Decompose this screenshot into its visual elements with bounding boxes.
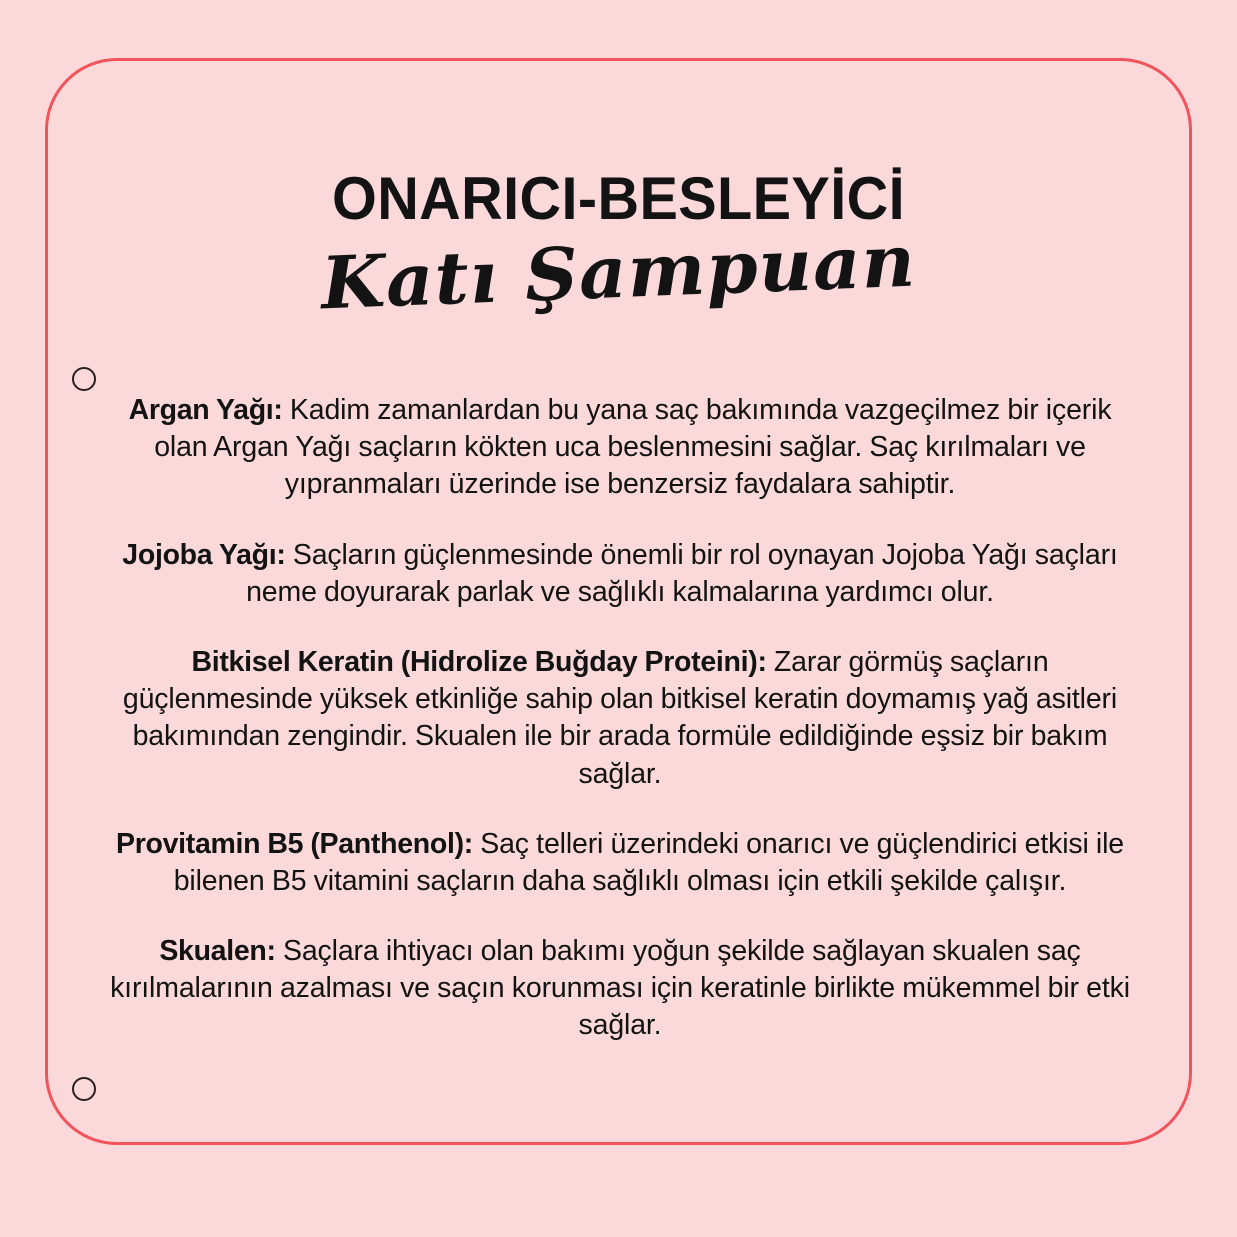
ingredient-item	[108, 392, 1132, 504]
page-subtitle-script: Katı Şampuan	[319, 217, 918, 326]
ingredient-item	[108, 933, 1132, 1045]
ingredient-item	[108, 537, 1132, 611]
poster-header	[0, 165, 1237, 326]
page-title: ONARICI-BESLEYİCİ	[332, 165, 905, 232]
ingredient-description: Saçlara ihtiyacı olan bakımı yoğun şekilde sağlayan skualen saç kırılmalarının azalması ve saçın korunması için keratinle birlikte mükemmel bir etki sağlar.	[110, 935, 1130, 1042]
ingredient-label: Jojoba Yağı:	[122, 538, 286, 571]
rail-circle-top-icon	[72, 367, 96, 391]
ingredient-label: Argan Yağı:	[128, 394, 283, 426]
ingredient-label: Provitamin B5 (Panthenol):	[115, 827, 473, 860]
ingredient-label: Skualen:	[159, 935, 276, 968]
ingredient-label: Bitkisel Keratin (Hidrolize Buğday Proteini):	[191, 645, 767, 678]
ingredient-description: Zarar görmüş saçların güçlenmesinde yüksek etkinliğe sahip olan bitkisel keratin doymamış yağ asitleri bakımından zengindir. Skualen ile bir arada formüle edildiğinde eşsiz bir bakım sağlar.	[122, 645, 1118, 790]
ingredient-description: Kadim zamanlardan bu yana saç bakımında vazgeçilmez bir içerik olan Argan Yağı saçların kökten uca beslenmesini sağlar. Saç kırılmaları ve yıpranmaları üzerinde ise benzersiz faydalara sahiptir.	[154, 394, 1112, 501]
ingredient-list	[108, 392, 1132, 1045]
rail-circle-bottom-icon	[72, 1077, 96, 1101]
ingredient-description: Saç telleri üzerindeki onarıcı ve güçlendirici etkisi ile bilenen B5 vitamini saçların daha sağlıklı olması için etkili şekilde çalışır.	[173, 827, 1124, 897]
ingredient-description: Saçların güçlenmesinde önemli bir rol oynayan Jojoba Yağı saçları neme doyurarak parlak ve sağlıklı kalmalarına yardımcı olur.	[246, 538, 1118, 608]
ingredient-item	[108, 644, 1132, 793]
ingredient-item	[108, 826, 1132, 900]
